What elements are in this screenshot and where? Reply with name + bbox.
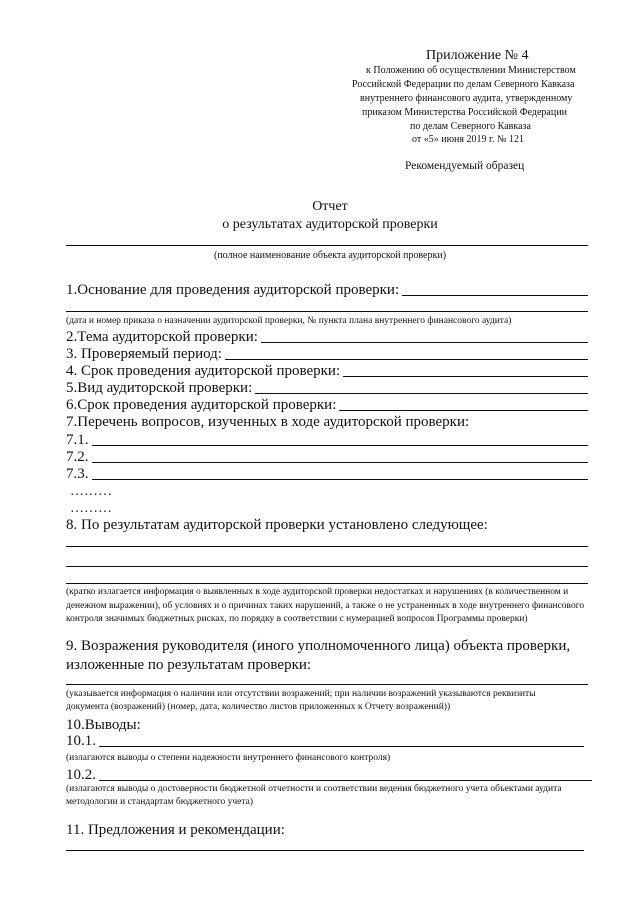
section-10-2-label: 10.2.: [66, 767, 96, 783]
section-7-2-label: 7.2.: [66, 449, 89, 465]
section-7-label: 7.Перечень вопросов, изученных в ходе аудиторской проверки:: [66, 414, 470, 430]
section-4-input-line[interactable]: [343, 376, 588, 377]
ellipsis-1: ………: [70, 484, 112, 499]
report-title: Отчет: [312, 199, 348, 214]
section-9-caption: (указывается информация о наличии или отсутствии возражений; при наличии возражений указываются реквизиты документа (возражений) (номер, дата, количество листов приложенных к Отчету возражений)): [66, 689, 536, 712]
section-9-label-line-2: изложенные по результатам проверки:: [66, 657, 312, 673]
report-subtitle: о результатах аудиторской проверки: [222, 217, 438, 232]
section-11-line[interactable]: [66, 850, 584, 851]
header-line-4: приказом Министерства Российской Федерации: [362, 107, 567, 118]
section-2-input-line[interactable]: [261, 342, 588, 343]
section-1-basis: [66, 282, 588, 299]
section-4-duration: [66, 363, 588, 380]
header-line-2: Российской Федерации по делам Северного Кавказа: [352, 79, 575, 90]
section-10-1-label: 10.1.: [66, 733, 96, 749]
section-9-line[interactable]: [66, 684, 588, 685]
section-5-label: 5.Вид аудиторской проверки:: [66, 380, 253, 396]
ellipsis-2: ………: [70, 501, 112, 516]
header-line-5: по делам Северного Кавказа: [410, 121, 531, 132]
section-9-label-line-1: 9. Возражения руководителя (иного уполномоченного лица) объекта проверки,: [66, 638, 571, 654]
section-10-1: [66, 733, 584, 750]
header-line-3: внутреннего финансового аудита, утвержденному: [360, 93, 573, 104]
section-2-topic: [66, 329, 588, 346]
section-7-2: [66, 449, 588, 466]
section-3-input-line[interactable]: [225, 359, 588, 360]
section-3-period: [66, 346, 588, 363]
section-11-label: 11. Предложения и рекомендации:: [66, 822, 285, 838]
section-6-duration: [66, 397, 588, 414]
section-7-3-label: 7.3.: [66, 466, 89, 482]
appendix-title: Приложение № 4: [426, 48, 529, 63]
section-4-label: 4. Срок проведения аудиторской проверки:: [66, 363, 341, 379]
object-name-caption: (полное наименование объекта аудиторской проверки): [213, 250, 447, 261]
header-line-6: от «5» июня 2019 г. № 121: [412, 134, 525, 145]
section-7-3: [66, 466, 588, 483]
section-8-line-1[interactable]: [66, 546, 588, 547]
section-10-2: [66, 767, 592, 784]
section-10-label: 10.Выводы:: [66, 717, 141, 733]
section-7-1: [66, 432, 588, 449]
header-line-1: к Положению об осуществлении Министерством: [366, 65, 576, 76]
section-1-extra-line[interactable]: [66, 311, 588, 312]
recommended-sample-label: Рекомендуемый образец: [405, 160, 525, 172]
section-6-label: 6.Срок проведения аудиторской проверки:: [66, 397, 337, 413]
section-10-2-caption: (излагаются выводы о достоверности бюджетной отчетности и соответствии ведения бюджетного учета объектами аудита методологии и стандартам бюджетного учета): [66, 784, 562, 807]
section-1-caption: (дата и номер приказа о назначении аудиторской проверки, № пункта плана внутреннего финансового аудита): [66, 316, 512, 326]
section-7-2-input-line[interactable]: [92, 462, 589, 463]
section-8-line-3[interactable]: [66, 583, 588, 584]
section-5-input-line[interactable]: [255, 393, 588, 394]
section-8-caption: (кратко излагается информация о выявленных в ходе аудиторской проверки недостатках и нарушениях (в количественном и денежном выражении), об условиях и о причинах таких нарушений, а также о не устраненных в ходе внутреннего финансового контроля значимых бюджетных рисках, по порядку в соответствии с нумерацией вопросов Программы проверки): [66, 587, 585, 624]
section-1-label: 1.Основание для проведения аудиторской проверки:: [66, 282, 400, 298]
section-8-line-2[interactable]: [66, 566, 588, 567]
section-10-1-input-line[interactable]: [99, 746, 584, 747]
section-10-2-input-line[interactable]: [99, 780, 592, 781]
section-7-1-label: 7.1.: [66, 432, 89, 448]
section-7-1-input-line[interactable]: [92, 445, 589, 446]
section-10-1-caption: (излагаются выводы о степени надежности внутреннего финансового контроля): [66, 753, 391, 763]
section-1-input-line[interactable]: [402, 295, 588, 296]
section-6-input-line[interactable]: [339, 410, 588, 411]
object-name-line: [66, 245, 588, 246]
section-2-label: 2.Тема аудиторской проверки:: [66, 329, 258, 345]
section-5-type: [66, 380, 588, 397]
section-7-3-input-line[interactable]: [92, 479, 589, 480]
section-3-label: 3. Проверяемый период:: [66, 346, 222, 362]
section-8-label: 8. По результатам аудиторской проверки установлено следующее:: [66, 517, 488, 533]
